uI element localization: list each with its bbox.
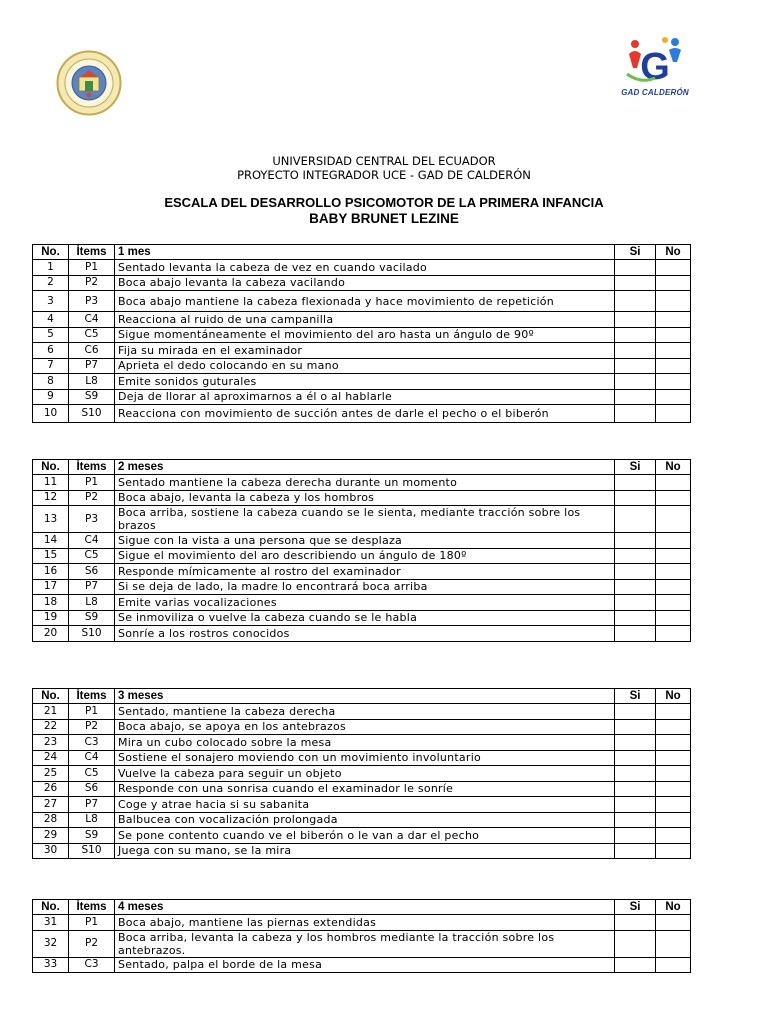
no-cell[interactable] [656, 719, 691, 735]
row-item-code: P1 [69, 915, 115, 931]
table-row [33, 735, 691, 751]
row-item-code: C4 [69, 750, 115, 766]
table-1-mes [32, 244, 691, 423]
si-cell[interactable] [615, 828, 656, 844]
table-row [33, 595, 691, 611]
no-cell[interactable] [656, 358, 691, 374]
row-item-code: P3 [69, 506, 115, 533]
si-cell[interactable] [615, 610, 656, 626]
row-number: 20 [33, 626, 69, 642]
si-cell[interactable] [615, 915, 656, 931]
col-header-no: No. [33, 900, 69, 915]
si-cell[interactable] [615, 595, 656, 611]
row-description: Se pone contento cuando ve el biberón o le van a dar el pecho [115, 828, 615, 844]
row-number: 31 [33, 915, 69, 931]
row-description: Sigue con la vista a una persona que se desplaza [115, 533, 615, 549]
row-description: Boca arriba, levanta la cabeza y los hombros mediante la tracción sobre los antebrazos. [115, 930, 615, 957]
row-description: Aprieta el dedo colocando en su mano [115, 358, 615, 374]
row-description: Coge y atrae hacia si su sabanita [115, 797, 615, 813]
no-cell[interactable] [656, 915, 691, 931]
col-header-si: Si [615, 689, 656, 704]
university-name: UNIVERSIDAD CENTRAL DEL ECUADOR [272, 154, 496, 168]
no-cell[interactable] [656, 930, 691, 957]
row-item-code: C3 [69, 735, 115, 751]
row-description: Si se deja de lado, la madre lo encontrará boca arriba [115, 579, 615, 595]
row-description: Boca abajo mantiene la cabeza flexionada y hace movimiento de repetición [115, 291, 615, 312]
row-description: Sigue el movimiento del aro describiendo un ángulo de 180º [115, 548, 615, 564]
table-4-meses [32, 899, 691, 973]
si-cell[interactable] [615, 579, 656, 595]
table-row [33, 405, 691, 423]
no-cell[interactable] [656, 374, 691, 390]
table-row [33, 719, 691, 735]
no-cell[interactable] [656, 957, 691, 973]
no-cell[interactable] [656, 750, 691, 766]
table-row [33, 579, 691, 595]
table-row [33, 312, 691, 328]
si-cell[interactable] [615, 843, 656, 859]
table-row [33, 930, 691, 957]
row-item-code: L8 [69, 595, 115, 611]
row-item-code: P2 [69, 275, 115, 291]
si-cell[interactable] [615, 506, 656, 533]
table-row [33, 358, 691, 374]
row-number: 21 [33, 704, 69, 720]
row-item-code: P7 [69, 358, 115, 374]
no-cell[interactable] [656, 389, 691, 405]
row-item-code: S6 [69, 564, 115, 580]
col-header-si: Si [615, 900, 656, 915]
row-description: Boca abajo, mantiene las piernas extendidas [115, 915, 615, 931]
row-item-code: C6 [69, 343, 115, 359]
row-item-code: S9 [69, 828, 115, 844]
row-number: 2 [33, 275, 69, 291]
no-cell[interactable] [656, 735, 691, 751]
row-description: Responde con una sonrisa cuando el examinador le sonríe [115, 781, 615, 797]
row-number: 27 [33, 797, 69, 813]
row-item-code: P1 [69, 260, 115, 276]
table-row [33, 291, 691, 312]
si-cell[interactable] [615, 548, 656, 564]
col-header-no-answer: No [656, 689, 691, 704]
row-item-code: S10 [69, 626, 115, 642]
row-item-code: C5 [69, 548, 115, 564]
no-cell[interactable] [656, 579, 691, 595]
row-description: Sonríe a los rostros conocidos [115, 626, 615, 642]
row-item-code: P3 [69, 291, 115, 312]
row-description: Juega con su mano, se la mira [115, 843, 615, 859]
si-cell[interactable] [615, 781, 656, 797]
row-item-code: C4 [69, 312, 115, 328]
row-item-code: P2 [69, 490, 115, 506]
row-number: 9 [33, 389, 69, 405]
col-header-no-answer: No [656, 245, 691, 260]
no-cell[interactable] [656, 610, 691, 626]
table-row [33, 260, 691, 276]
svg-text:G: G [640, 46, 670, 88]
si-cell[interactable] [615, 343, 656, 359]
row-number: 26 [33, 781, 69, 797]
col-header-si: Si [615, 245, 656, 260]
si-cell[interactable] [615, 475, 656, 491]
row-description: Balbucea con vocalización prolongada [115, 812, 615, 828]
row-item-code: P7 [69, 797, 115, 813]
col-header-no-answer: No [656, 900, 691, 915]
row-description: Se inmoviliza o vuelve la cabeza cuando se le habla [115, 610, 615, 626]
no-cell[interactable] [656, 475, 691, 491]
table-row [33, 475, 691, 491]
table-row [33, 957, 691, 973]
row-item-code: P2 [69, 719, 115, 735]
table-row [33, 389, 691, 405]
row-description: Sentado mantiene la cabeza derecha durante un momento [115, 475, 615, 491]
no-cell[interactable] [656, 812, 691, 828]
no-cell[interactable] [656, 260, 691, 276]
si-cell[interactable] [615, 327, 656, 343]
row-description: Responde mímicamente al rostro del examinador [115, 564, 615, 580]
row-description: Reacciona con movimiento de succión antes de darle el pecho o el biberón [115, 405, 615, 423]
col-header-no: No. [33, 245, 69, 260]
col-header-age: 1 mes [115, 245, 615, 260]
row-number: 15 [33, 548, 69, 564]
scale-subtitle: BABY BRUNET LEZINE [309, 211, 459, 226]
row-item-code: P1 [69, 475, 115, 491]
si-cell[interactable] [615, 766, 656, 782]
col-header-items: Ítems [69, 245, 115, 260]
table-row [33, 490, 691, 506]
no-cell[interactable] [656, 275, 691, 291]
table-row [33, 766, 691, 782]
row-description: Emite varias vocalizaciones [115, 595, 615, 611]
row-number: 8 [33, 374, 69, 390]
no-cell[interactable] [656, 843, 691, 859]
table-row [33, 374, 691, 390]
col-header-items: Ítems [69, 460, 115, 475]
no-cell[interactable] [656, 312, 691, 328]
row-number: 22 [33, 719, 69, 735]
row-description: Deja de llorar al aproximarnos a él o al hablarle [115, 389, 615, 405]
scale-title: ESCALA DEL DESARROLLO PSICOMOTOR DE LA PRIMERA INFANCIA [164, 195, 604, 210]
row-number: 6 [33, 343, 69, 359]
table-row [33, 704, 691, 720]
col-header-no: No. [33, 460, 69, 475]
table-2-meses [32, 459, 691, 642]
row-item-code: P1 [69, 704, 115, 720]
no-cell[interactable] [656, 828, 691, 844]
si-cell[interactable] [615, 260, 656, 276]
no-cell[interactable] [656, 548, 691, 564]
no-cell[interactable] [656, 291, 691, 312]
row-description: Sentado, palpa el borde de la mesa [115, 957, 615, 973]
col-header-si: Si [615, 460, 656, 475]
row-item-code: S10 [69, 843, 115, 859]
row-description: Boca abajo, se apoya en los antebrazos [115, 719, 615, 735]
si-cell[interactable] [615, 957, 656, 973]
row-item-code: L8 [69, 374, 115, 390]
row-number: 11 [33, 475, 69, 491]
row-item-code: S6 [69, 781, 115, 797]
row-number: 18 [33, 595, 69, 611]
table-row [33, 915, 691, 931]
row-description: Vuelve la cabeza para seguir un objeto [115, 766, 615, 782]
si-cell[interactable] [615, 291, 656, 312]
row-number: 28 [33, 812, 69, 828]
table-row [33, 843, 691, 859]
gad-calderon-logo [621, 34, 689, 100]
row-number: 24 [33, 750, 69, 766]
table-row [33, 343, 691, 359]
row-description: Boca abajo levanta la cabeza vacilando [115, 275, 615, 291]
table-row [33, 812, 691, 828]
si-cell[interactable] [615, 797, 656, 813]
row-number: 16 [33, 564, 69, 580]
table-row [33, 781, 691, 797]
row-number: 19 [33, 610, 69, 626]
row-number: 4 [33, 312, 69, 328]
row-number: 7 [33, 358, 69, 374]
col-header-age: 4 meses [115, 900, 615, 915]
row-description: Sostiene el sonajero moviendo con un movimiento involuntario [115, 750, 615, 766]
row-number: 3 [33, 291, 69, 312]
table-row [33, 797, 691, 813]
row-item-code: L8 [69, 812, 115, 828]
row-item-code: P2 [69, 930, 115, 957]
row-number: 12 [33, 490, 69, 506]
row-item-code: C5 [69, 327, 115, 343]
row-number: 30 [33, 843, 69, 859]
row-item-code: S9 [69, 610, 115, 626]
table-row [33, 275, 691, 291]
col-header-age: 2 meses [115, 460, 615, 475]
si-cell[interactable] [615, 358, 656, 374]
table-row [33, 548, 691, 564]
no-cell[interactable] [656, 595, 691, 611]
row-number: 32 [33, 930, 69, 957]
si-cell[interactable] [615, 735, 656, 751]
si-cell[interactable] [615, 374, 656, 390]
si-cell[interactable] [615, 533, 656, 549]
si-cell[interactable] [615, 704, 656, 720]
no-cell[interactable] [656, 327, 691, 343]
row-description: Sigue momentáneamente el movimiento del aro hasta un ángulo de 90º [115, 327, 615, 343]
table-row [33, 626, 691, 642]
si-cell[interactable] [615, 389, 656, 405]
col-header-items: Ítems [69, 689, 115, 704]
si-cell[interactable] [615, 750, 656, 766]
si-cell[interactable] [615, 564, 656, 580]
row-number: 13 [33, 506, 69, 533]
col-header-no: No. [33, 689, 69, 704]
row-description: Sentado levanta la cabeza de vez en cuando vacilado [115, 260, 615, 276]
row-number: 23 [33, 735, 69, 751]
university-seal-logo [56, 50, 122, 116]
row-number: 17 [33, 579, 69, 595]
table-row [33, 506, 691, 533]
row-description: Reacciona al ruido de una campanilla [115, 312, 615, 328]
row-item-code: P7 [69, 579, 115, 595]
row-description: Boca abajo, levanta la cabeza y los hombros [115, 490, 615, 506]
no-cell[interactable] [656, 506, 691, 533]
no-cell[interactable] [656, 533, 691, 549]
row-number: 29 [33, 828, 69, 844]
row-number: 5 [33, 327, 69, 343]
table-row [33, 327, 691, 343]
table-3-meses [32, 688, 691, 859]
si-cell[interactable] [615, 626, 656, 642]
si-cell[interactable] [615, 719, 656, 735]
col-header-items: Ítems [69, 900, 115, 915]
row-number: 33 [33, 957, 69, 973]
row-item-code: S9 [69, 389, 115, 405]
row-number: 25 [33, 766, 69, 782]
si-cell[interactable] [615, 930, 656, 957]
row-description: Emite sonidos guturales [115, 374, 615, 390]
row-description: Fija su mirada en el examinador [115, 343, 615, 359]
row-number: 14 [33, 533, 69, 549]
row-number: 10 [33, 405, 69, 423]
si-cell[interactable] [615, 490, 656, 506]
no-cell[interactable] [656, 490, 691, 506]
si-cell[interactable] [615, 312, 656, 328]
no-cell[interactable] [656, 797, 691, 813]
gad-logo-text: GAD CALDERÓN [621, 88, 689, 97]
project-name: PROYECTO INTEGRADOR UCE - GAD DE CALDERÓN [237, 168, 531, 182]
row-item-code: C5 [69, 766, 115, 782]
row-item-code: C4 [69, 533, 115, 549]
table-row [33, 533, 691, 549]
table-row [33, 828, 691, 844]
si-cell[interactable] [615, 275, 656, 291]
col-header-no-answer: No [656, 460, 691, 475]
no-cell[interactable] [656, 626, 691, 642]
si-cell[interactable] [615, 405, 656, 423]
si-cell[interactable] [615, 812, 656, 828]
table-row [33, 610, 691, 626]
no-cell[interactable] [656, 781, 691, 797]
row-description: Boca arriba, sostiene la cabeza cuando se le sienta, mediante tracción sobre los brazos [115, 506, 615, 533]
table-row [33, 750, 691, 766]
row-item-code: C3 [69, 957, 115, 973]
no-cell[interactable] [656, 343, 691, 359]
no-cell[interactable] [656, 766, 691, 782]
col-header-age: 3 meses [115, 689, 615, 704]
no-cell[interactable] [656, 405, 691, 423]
no-cell[interactable] [656, 564, 691, 580]
no-cell[interactable] [656, 704, 691, 720]
row-description: Sentado, mantiene la cabeza derecha [115, 704, 615, 720]
row-item-code: S10 [69, 405, 115, 423]
row-number: 1 [33, 260, 69, 276]
row-description: Mira un cubo colocado sobre la mesa [115, 735, 615, 751]
table-row [33, 564, 691, 580]
